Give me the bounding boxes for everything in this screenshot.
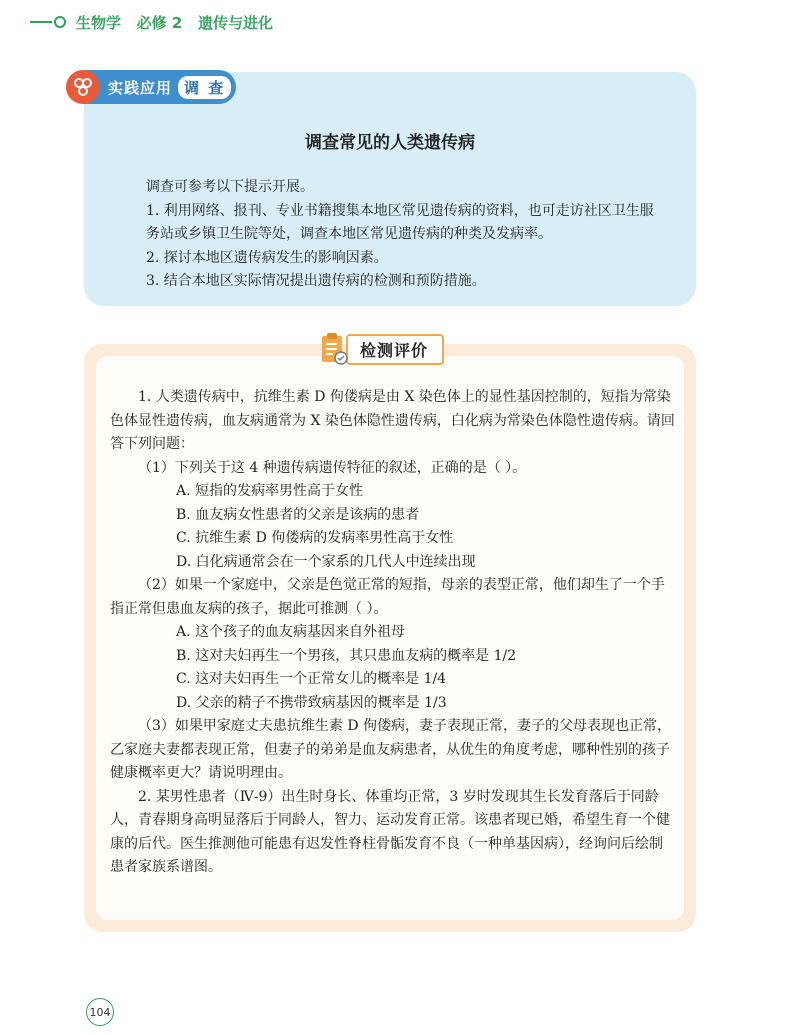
option: D. 白化病通常会在一个家系的几代人中连续出现 [176,553,476,570]
option: C. 抗维生素 D 佝偻病的发病率男性高于女性 [176,530,454,546]
question-4: 2. 某男性患者（Ⅳ-9）出生时身长、体重均正常，3 岁时发现其生长发育落后于同龄人，青春期身高明显落后于同龄人，智力、运动发育正常。该患者现已婚，希望生育一个健康的后代。医生推测他可能患有迟发性脊柱骨骺发育不良（一种单基因病），经询问后绘制患者家族系谱图。 [110,788,670,875]
option: C. 这对夫妇再生一个正常女儿的概率是 1/4 [176,671,447,687]
option: B. 这对夫妇再生一个男孩，其只患血友病的概率是 1/2 [176,647,517,664]
survey-line: 调查可参考以下提示开展。 [146,179,314,195]
option: B. 血友病女性患者的父亲是该病的患者 [176,506,420,523]
question-intro: 1. 人类遗传病中，抗维生素 D 佝偻病是由 X 染色体上的显性基因控制的，短指为常染色体显性遗传病，血友病通常为 X 染色体隐性遗传病，白化病为常染色体隐性遗传病。请回答下列问题： [110,389,675,452]
page-number: 104 [86,998,114,1026]
survey-box [84,72,696,306]
question-2: （2）如果一个家庭中，父亲是色觉正常的短指，母亲的表型正常，他们却生了一个手指正常但患血友病的孩子，据此可推测（ ）。 [110,577,665,617]
evaluation-body [110,386,676,880]
survey-line: 1. 利用网络、报刊、专业书籍搜集本地区常见遗传病的资料，也可走访社区卫生服务站或乡镇卫生院等处，调查本地区常见遗传病的种类及发病率。 [146,202,654,242]
checklist-icon [320,332,348,366]
question-1: （1）下列关于这 4 种遗传病遗传特征的叙述，正确的是（ ）。 [138,459,527,476]
running-header [30,10,273,34]
question-3: （3）如果甲家庭丈夫患抗维生素 D 佝偻病，妻子表现正常，妻子的父母表现也正常，乙家庭夫妻都表现正常，但妻子的弟弟是血友病患者，从优生的角度考虑，哪种性别的孩子健康概率更大？请说明理由。 [110,718,672,781]
molecule-icon [66,70,100,104]
survey-body [146,176,666,294]
survey-badge [68,70,236,104]
header-line [30,21,52,23]
survey-line: 3. 结合本地区实际情况提出遗传病的检测和预防措施。 [146,273,486,289]
header-title: 生物学 必修 2 遗传与进化 [76,13,273,32]
survey-badge-label: 实践应用 [108,78,173,97]
header-dot-icon [54,16,66,28]
evaluation-badge-label: 检测评价 [346,334,444,365]
option: D. 父亲的精子不携带致病基因的概率是 1/3 [176,694,447,711]
survey-badge-sub: 调 查 [178,76,231,99]
survey-title: 调查常见的人类遗传病 [305,133,475,153]
survey-line: 2. 探讨本地区遗传病发生的影响因素。 [146,249,388,266]
evaluation-badge [320,332,444,366]
option: A. 这个孩子的血友病基因来自外祖母 [176,624,406,640]
option: A. 短指的发病率男性高于女性 [176,483,364,499]
